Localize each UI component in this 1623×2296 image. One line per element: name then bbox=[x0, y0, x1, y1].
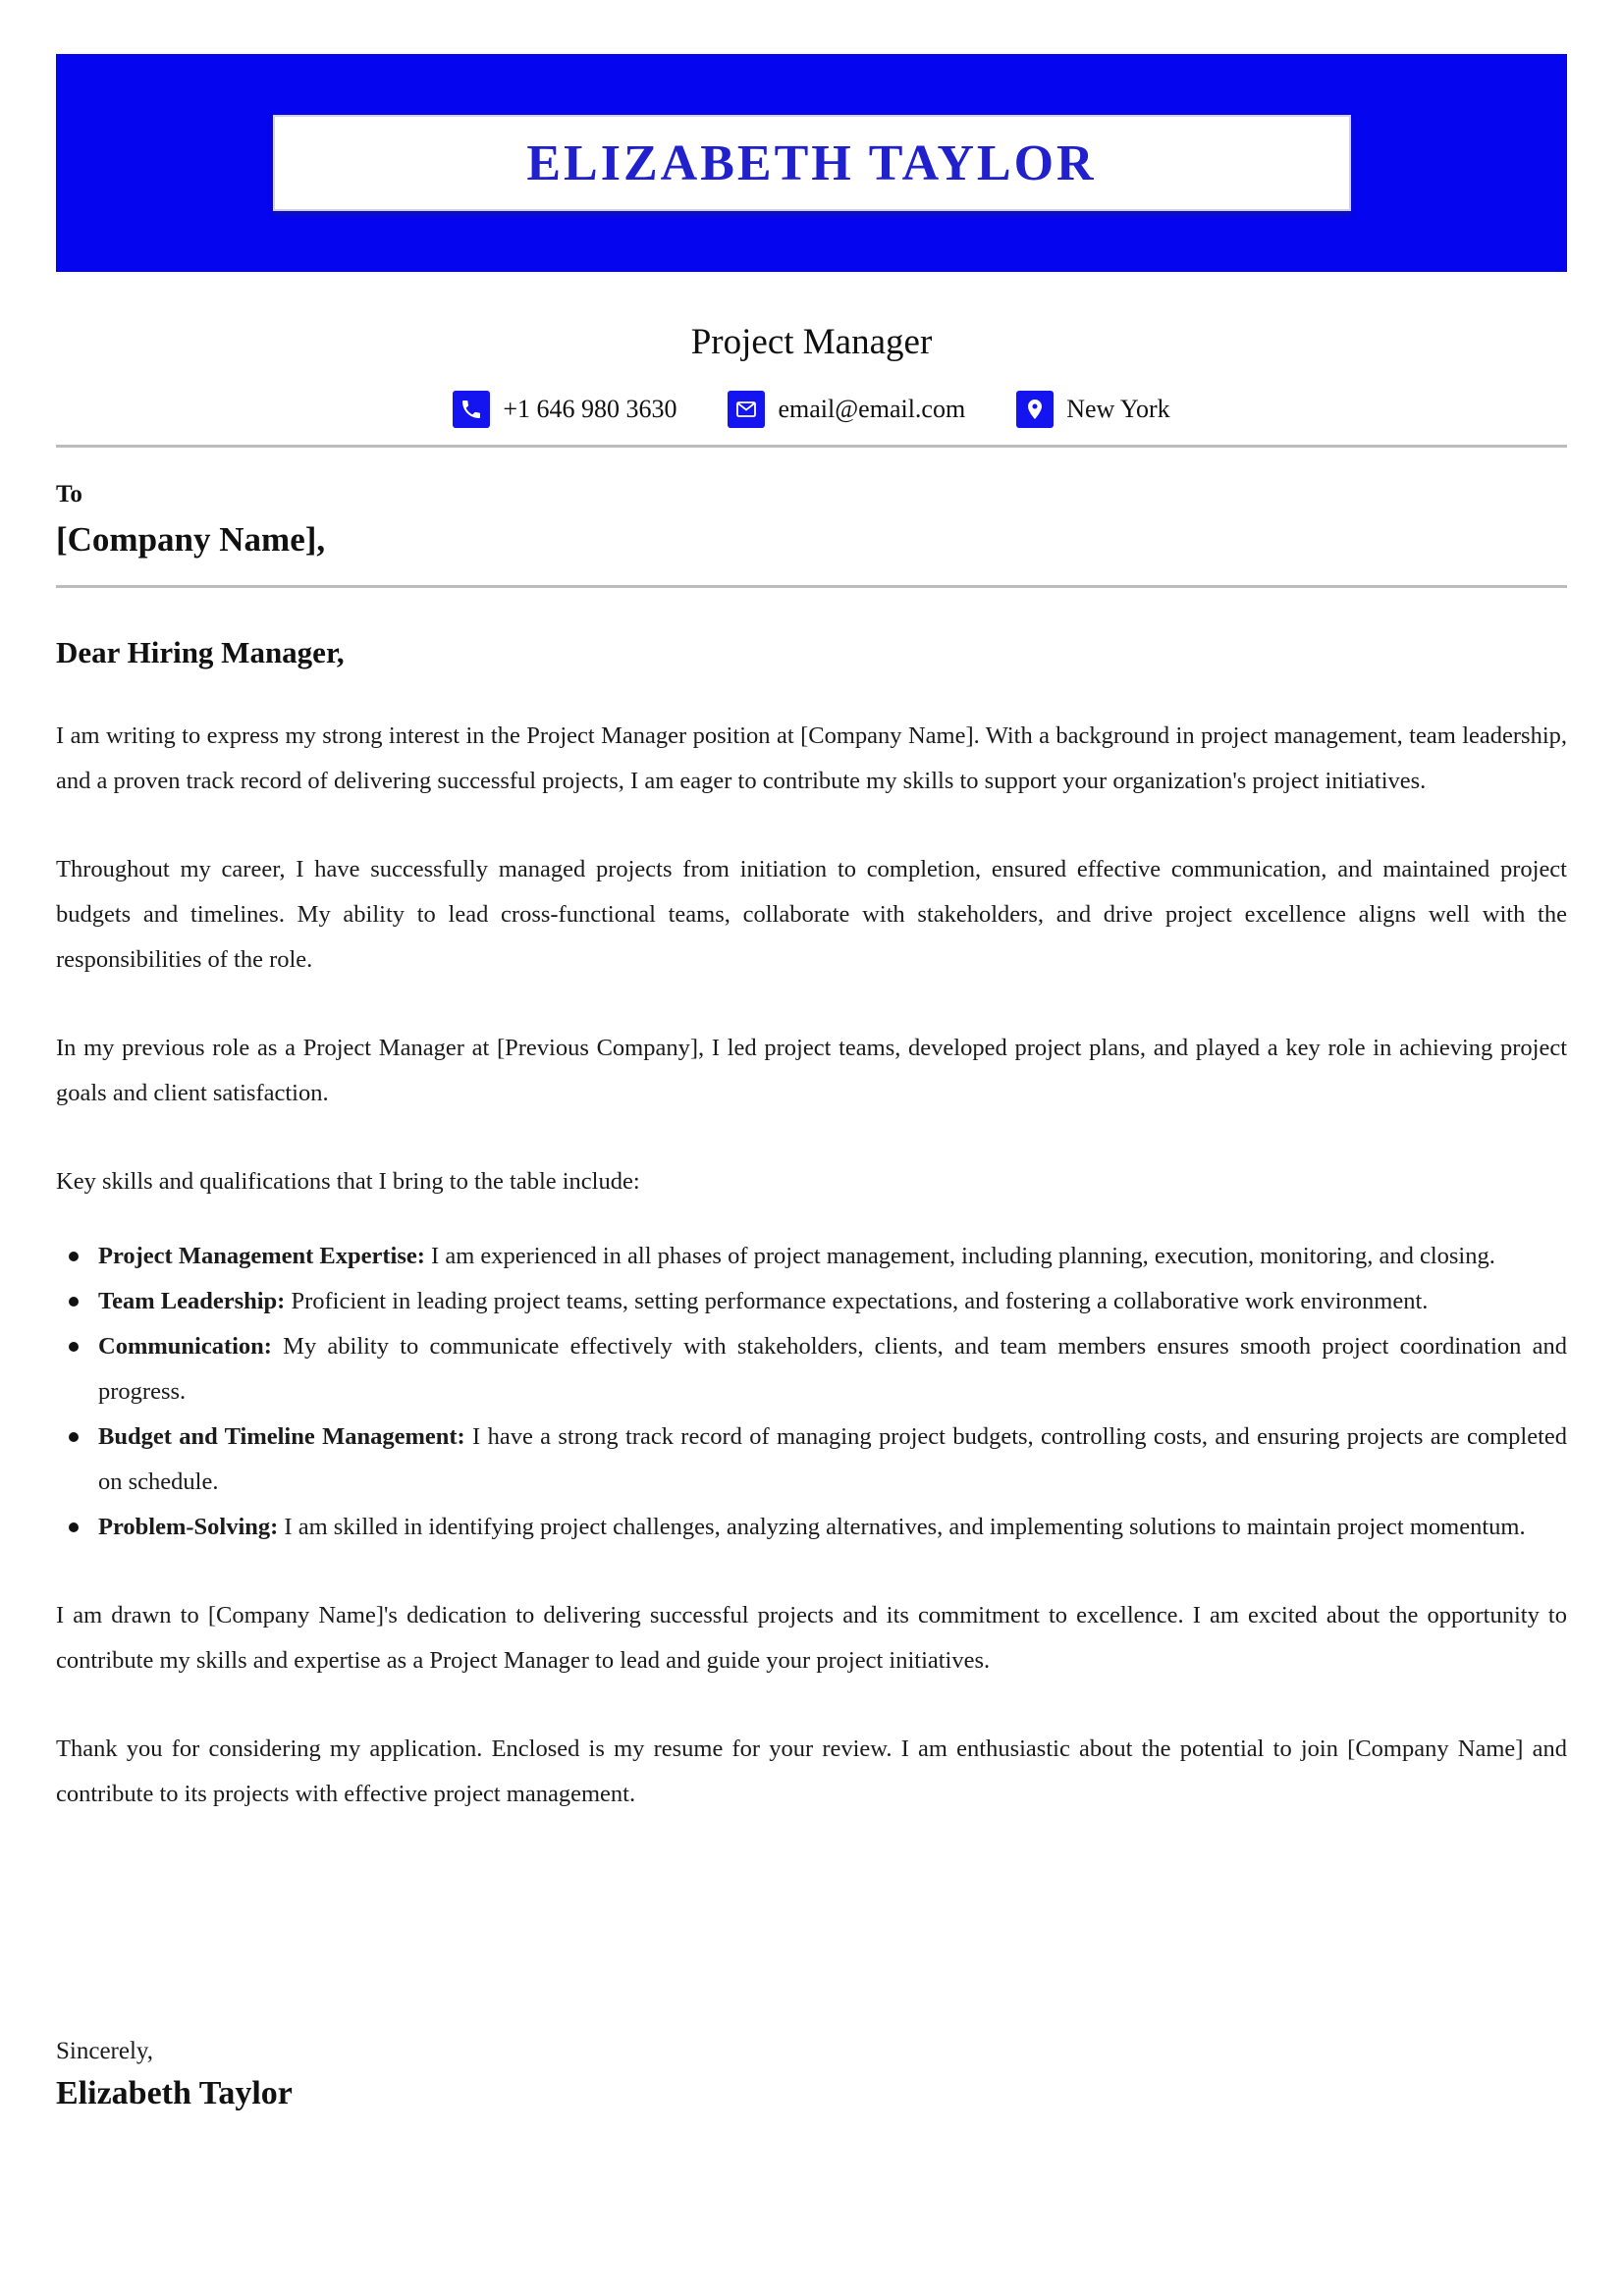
list-item bbox=[98, 1505, 1567, 1550]
signature-name: Elizabeth Taylor bbox=[56, 2075, 293, 2111]
paragraph-previous-role: In my previous role as a Project Manager at [Previous Company], I led project teams, developed project plans, and played a key role in achieving project goals and client satisfaction. bbox=[56, 1035, 1567, 1106]
signoff-block bbox=[56, 2038, 1567, 2112]
location-value: New York bbox=[1066, 395, 1170, 423]
applicant-name: ELIZABETH TAYLOR bbox=[526, 134, 1097, 191]
skill-text: Proficient in leading project teams, setting performance expectations, and fostering a collaborative work environment. bbox=[285, 1288, 1429, 1314]
email-value: email@email.com bbox=[778, 395, 966, 423]
paragraph-career: Throughout my career, I have successfully managed projects from initiation to completion, ensured effective communication, and maintained project budgets and timelines. My ability to lead cross-functional teams, collaborate with stakeholders, and drive project excellence aligns well with the responsibilities of the role. bbox=[56, 856, 1567, 973]
list-item bbox=[98, 1234, 1567, 1279]
to-label: To bbox=[56, 481, 82, 507]
skills-list bbox=[56, 1234, 1567, 1550]
skill-title: Project Management Expertise: bbox=[98, 1243, 425, 1269]
job-title: Project Manager bbox=[690, 322, 933, 362]
skill-title: Communication: bbox=[98, 1333, 272, 1360]
header-banner bbox=[56, 54, 1567, 272]
contact-location bbox=[1016, 391, 1169, 428]
paragraph-skills-lead: Key skills and qualifications that I bring to the table include: bbox=[56, 1168, 640, 1195]
skill-text: My ability to communicate effectively with stakeholders, clients, and team members ensures smooth project coordination and progress. bbox=[98, 1333, 1567, 1405]
list-item bbox=[98, 1415, 1567, 1505]
paragraph-drawn-to: I am drawn to [Company Name]'s dedication to delivering successful projects and its commitment to excellence. I am excited about the opportunity to contribute my skills and expertise as a Project Manager to lead and guide your project initiatives. bbox=[56, 1602, 1567, 1674]
company-name: [Company Name], bbox=[56, 520, 326, 559]
name-box bbox=[273, 115, 1351, 211]
skill-title: Budget and Timeline Management: bbox=[98, 1423, 465, 1450]
skill-title: Problem-Solving: bbox=[98, 1514, 279, 1540]
contact-row bbox=[0, 391, 1623, 428]
phone-icon bbox=[453, 391, 490, 428]
contact-phone bbox=[453, 391, 676, 428]
skill-text: I am skilled in identifying project challenges, analyzing alternatives, and implementing solutions to maintain project momentum. bbox=[278, 1514, 1526, 1540]
paragraph-intro: I am writing to express my strong interest in the Project Manager position at [Company Name]. With a background in project management, team leadership, and a proven track record of delivering successful projects, I am eager to contribute my skills to support your organization's project initiatives. bbox=[56, 722, 1567, 794]
contact-email bbox=[728, 391, 965, 428]
skill-text: I have a strong track record of managing project budgets, controlling costs, and ensuring projects are completed on schedule. bbox=[98, 1423, 1568, 1495]
email-icon bbox=[728, 391, 765, 428]
location-icon bbox=[1016, 391, 1054, 428]
skill-text: I am experienced in all phases of project management, including planning, execution, monitoring, and closing. bbox=[424, 1243, 1495, 1269]
letter-body bbox=[56, 714, 1567, 1817]
phone-value: +1 646 980 3630 bbox=[503, 395, 677, 423]
paragraph-thank-you: Thank you for considering my application. Enclosed is my resume for your review. I am enthusiastic about the potential to join [Company Name] and contribute to its projects with effective project management. bbox=[56, 1735, 1567, 1807]
divider-recipient bbox=[56, 585, 1567, 588]
divider-top bbox=[56, 445, 1567, 448]
signoff-label: Sincerely, bbox=[56, 2038, 154, 2064]
list-item bbox=[98, 1279, 1567, 1324]
salutation: Dear Hiring Manager, bbox=[56, 635, 345, 669]
recipient-block bbox=[56, 481, 1567, 560]
skill-title: Team Leadership: bbox=[98, 1288, 286, 1314]
list-item bbox=[98, 1324, 1567, 1415]
